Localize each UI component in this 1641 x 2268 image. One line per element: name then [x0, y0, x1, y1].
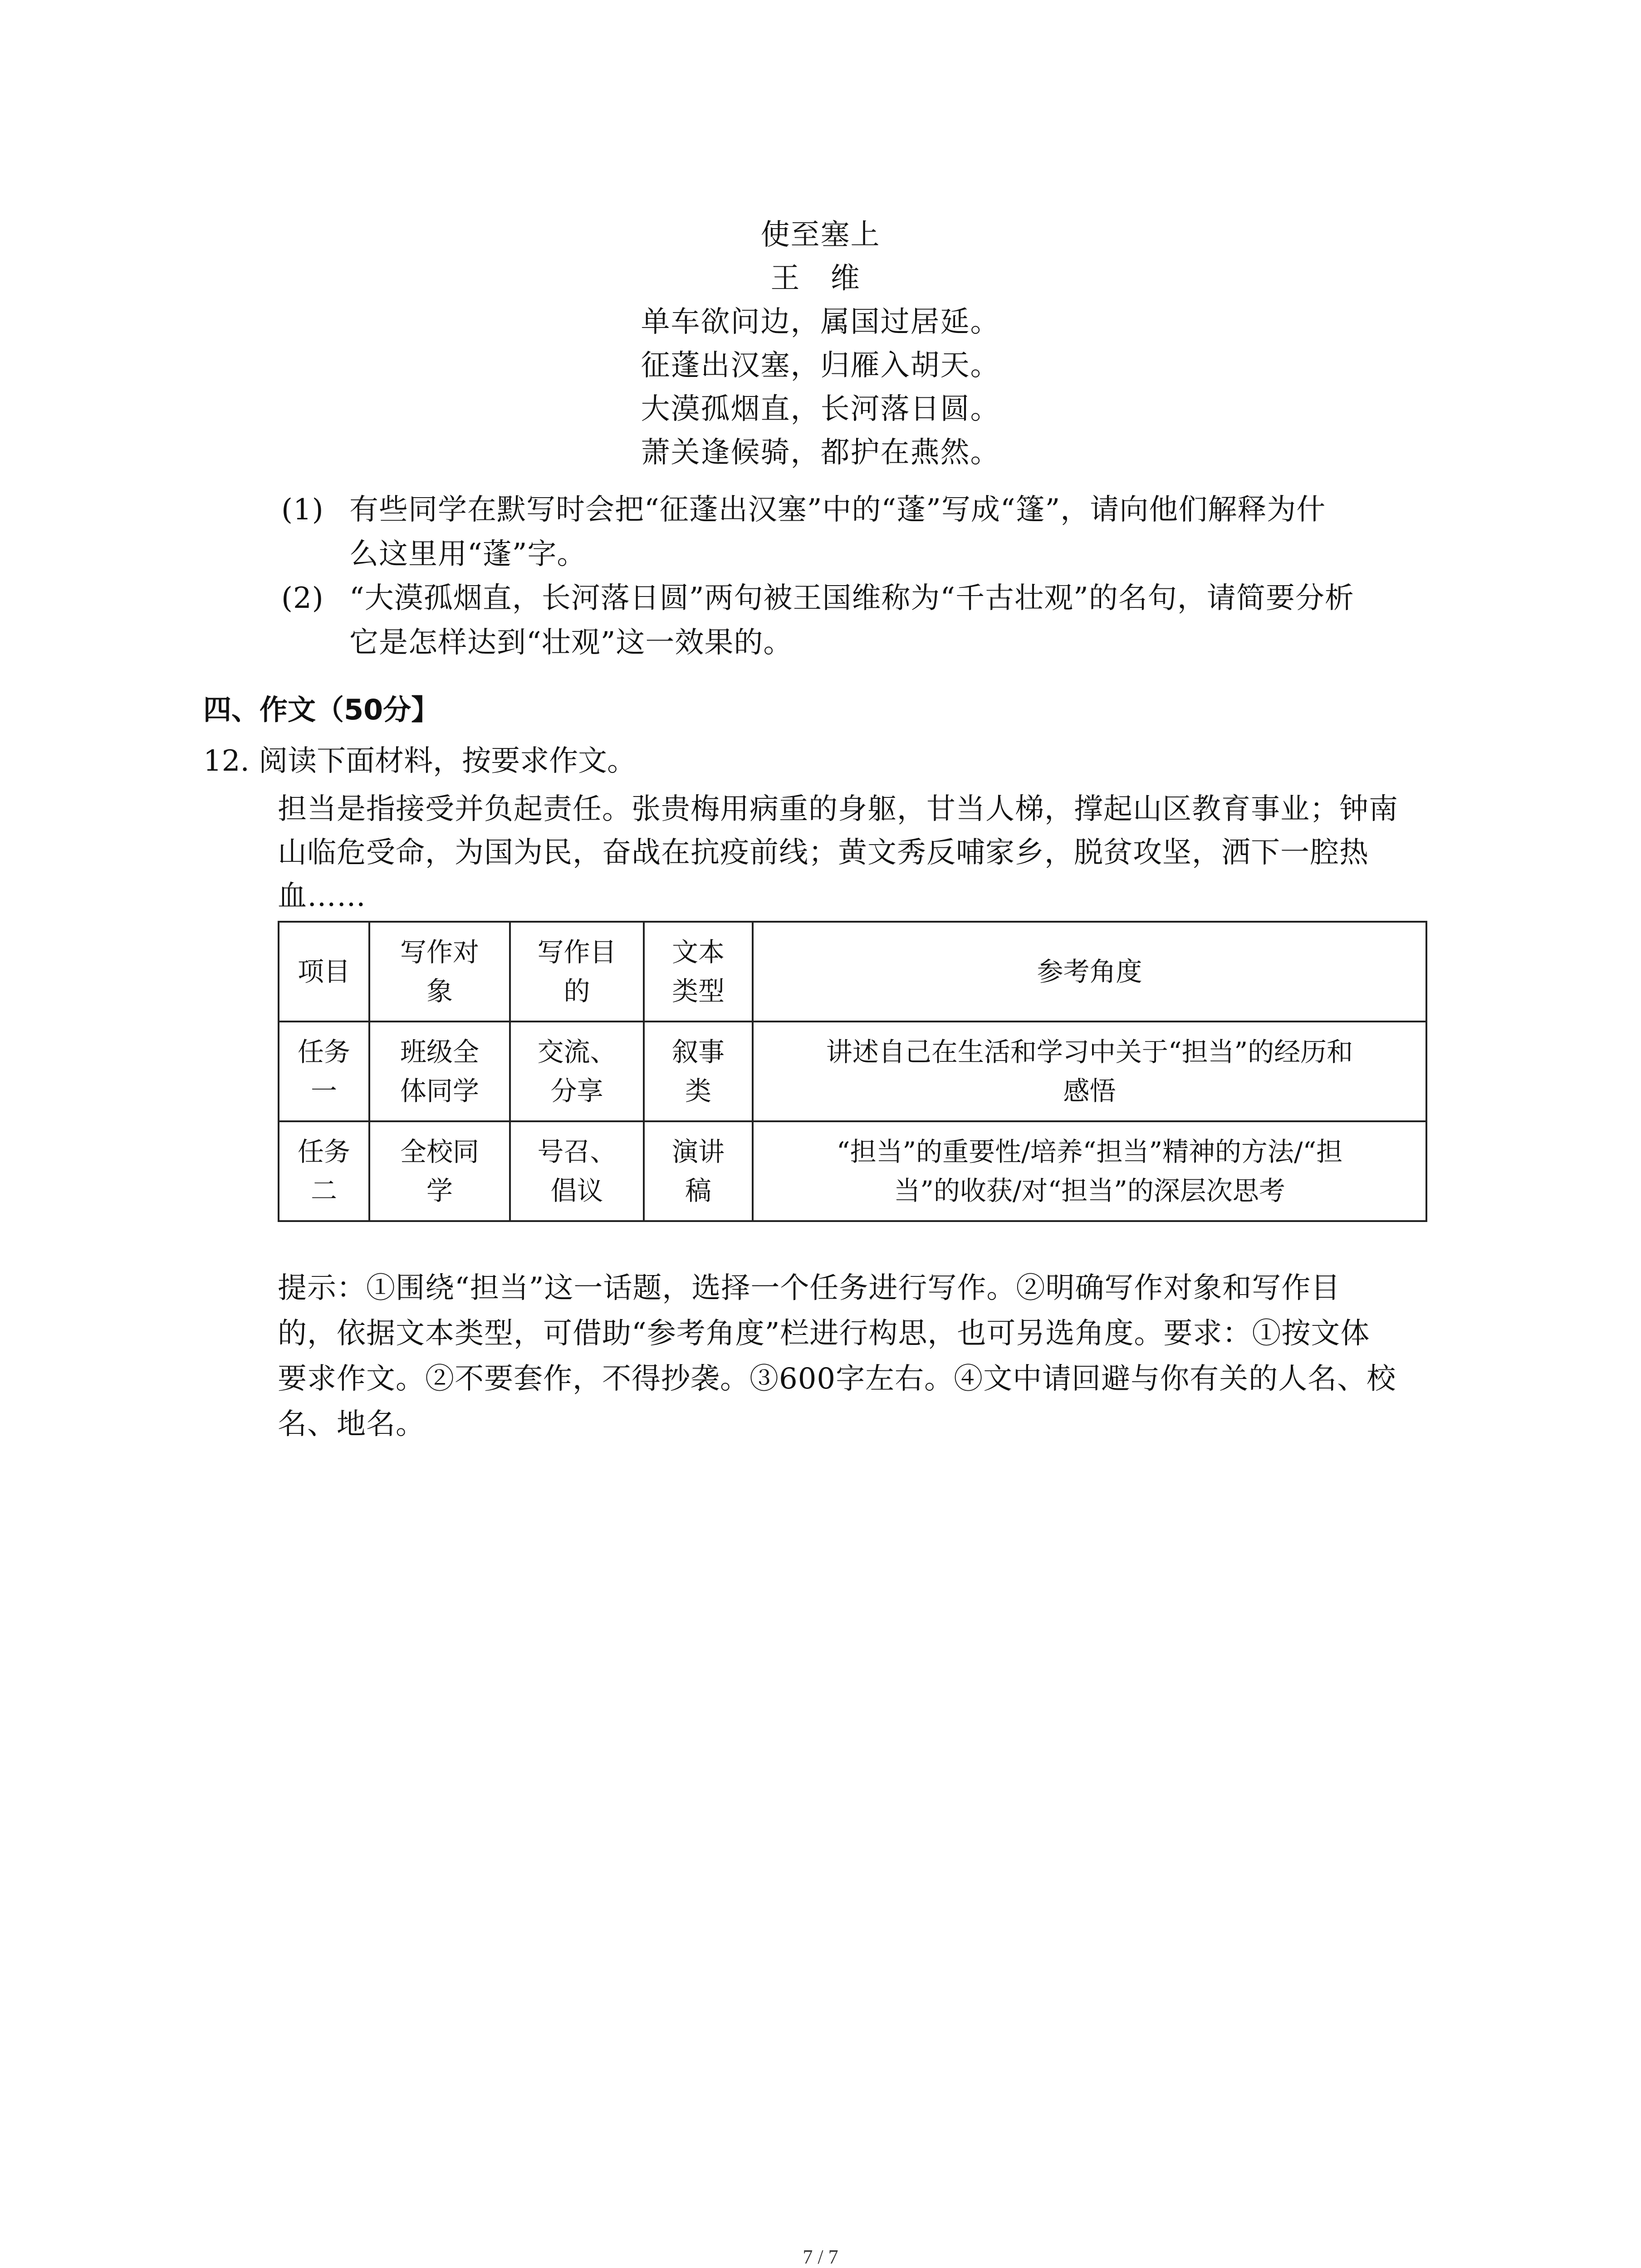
table-cell: 叙事 类: [644, 1022, 753, 1121]
page-number: 7 / 7: [803, 2246, 838, 2268]
table-cell: “担当”的重要性/培养“担当”精神的方法/“担 当”的收获/对“担当”的深层次思考: [753, 1121, 1426, 1221]
poem-line: 单车欲问边，属国过居延。: [641, 305, 1000, 339]
table-header-cell: 写作对 象: [369, 922, 510, 1022]
essay-task-table: [278, 921, 1427, 1222]
table-cell: 交流、 分享: [510, 1022, 644, 1121]
table-header-cell: 写作目 的: [510, 922, 644, 1022]
question-text-line: 么这里用“蓬”字。: [349, 538, 587, 571]
tips-line: 的，依据文本类型，可借助“参考角度”栏进行构思，也可另选角度。要求：①按文体: [278, 1317, 1370, 1350]
question-text-line: 它是怎样达到“壮观”这一效果的。: [349, 626, 793, 660]
tips-paragraph: [278, 1266, 1439, 1447]
question-number: (2): [281, 582, 324, 615]
tips-line: 要求作文。②不要套作，不得抄袭。③600字左右。④文中请回避与你有关的人名、校: [278, 1362, 1396, 1396]
item-12-heading: 12. 阅读下面材料，按要求作文。: [203, 744, 637, 778]
poem-line: 征蓬出汉塞，归雁入胡天。: [641, 349, 1000, 382]
question-text-line: 有些同学在默写时会把“征蓬出汉塞”中的“蓬”写成“篷”，请向他们解释为什: [349, 493, 1326, 527]
table-header-row: [279, 922, 1426, 1022]
table-cell: 任务 一: [279, 1022, 369, 1121]
table-header-cell: 项目: [279, 922, 369, 1022]
poem-line: 大漠孤烟直，长河落日圆。: [641, 392, 1000, 426]
poem: [0, 213, 1641, 474]
material-line: 担当是指接受并负起责任。张贵梅用病重的身躯，甘当人梯，撑起山区教育事业；钟南: [278, 792, 1398, 826]
table-header-cell: 文本 类型: [644, 922, 753, 1022]
table-cell: 任务 二: [279, 1121, 369, 1221]
table-cell: 全校同 学: [369, 1121, 510, 1221]
table-cell: 演讲 稿: [644, 1121, 753, 1221]
table-cell: 讲述自己在生活和学习中关于“担当”的经历和 感悟: [753, 1022, 1426, 1121]
question-1: [281, 488, 1443, 577]
material-paragraph: [278, 787, 1439, 918]
question-2: [281, 576, 1443, 665]
poem-title: 使至塞上: [760, 218, 881, 252]
material-line: 血……: [278, 880, 366, 913]
question-number: (1): [281, 493, 324, 527]
table-cell: 班级全 体同学: [369, 1022, 510, 1121]
table-cell: 号召、 倡议: [510, 1121, 644, 1221]
table-row: [279, 1022, 1426, 1121]
poem-line: 萧关逢候骑，都护在燕然。: [641, 436, 1000, 469]
tips-line: 提示：①围绕“担当”这一话题，选择一个任务进行写作。②明确写作对象和写作目: [278, 1271, 1341, 1305]
table-row: [279, 1121, 1426, 1221]
table-header-cell: 参考角度: [753, 922, 1426, 1022]
poem-author: 王 维: [770, 262, 871, 295]
question-text-line: “大漠孤烟直，长河落日圆”两句被王国维称为“千古壮观”的名句，请简要分析: [349, 582, 1354, 615]
section-heading: 四、作文（50分】: [203, 693, 440, 726]
tips-line: 名、地名。: [278, 1408, 425, 1441]
material-line: 山临危受命，为国为民，奋战在抗疫前线；黄文秀反哺家乡，脱贫攻坚，洒下一腔热: [278, 836, 1369, 870]
